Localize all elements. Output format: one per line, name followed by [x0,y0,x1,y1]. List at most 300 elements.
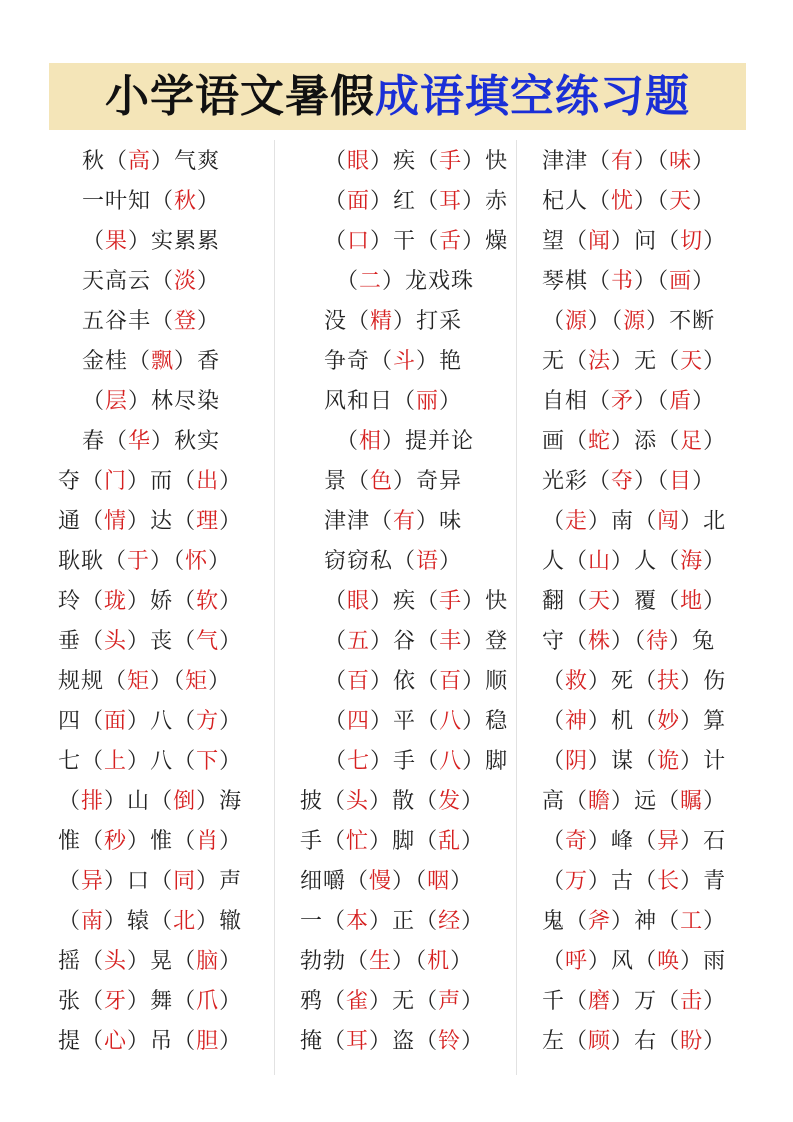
bracket: ） [461,989,485,1014]
idiom-text: 峰 [611,829,635,854]
idiom-text: 千 [542,989,566,1014]
bracket: ） [450,869,474,894]
bracket: ） [127,1029,151,1054]
idiom-text: 垂 [58,629,82,654]
answer-char: 口 [347,229,371,254]
bracket: （ [657,229,681,254]
bracket: ） [219,949,243,974]
bracket: ） [219,629,243,654]
answer-char: 声 [438,989,462,1014]
answer-char: 肖 [196,829,220,854]
answer-char: 经 [438,909,462,934]
answer-char: 飘 [151,349,175,374]
bracket: ） [646,309,670,334]
bracket: （ [415,789,439,814]
idiom-text: 夺 [58,469,82,494]
idiom-text: 依 [393,669,417,694]
bracket: ） [104,869,128,894]
bracket: （ [565,989,589,1014]
answer-char: 慢 [369,869,393,894]
idiom-row [58,742,242,782]
idiom-row [542,902,726,942]
idiom-text: 八 [150,709,174,734]
idiom-row [542,982,726,1022]
idiom-text: 机 [611,709,635,734]
bracket: （ [173,589,197,614]
idiom-row [58,542,242,582]
answer-char: 目 [669,469,693,494]
idiom-text: 右 [634,1029,658,1054]
bracket: （ [416,189,440,214]
bracket: （ [323,909,347,934]
idiom-row [542,742,726,782]
answer-char: 淡 [174,269,198,294]
bracket: （ [336,429,360,454]
idiom-text: 伤 [703,669,727,694]
idiom-text: 南 [611,509,635,534]
idiom-text: 琴棋 [542,269,589,294]
bracket: （ [634,749,658,774]
answer-char: 北 [173,909,197,934]
idiom-text: 龙戏珠 [405,269,475,294]
bracket: （ [173,1029,197,1054]
bracket: （ [634,669,658,694]
bracket: ） [196,789,220,814]
bracket: （ [657,429,681,454]
bracket: ） [703,909,727,934]
idiom-row [542,1022,726,1062]
idiom-row [542,342,726,382]
idiom-text: 秋 [82,149,106,174]
answer-char: 异 [657,829,681,854]
answer-char: 上 [104,749,128,774]
idiom-text: 不断 [669,309,716,334]
answer-char: 南 [81,909,105,934]
bracket: ） [703,789,727,814]
idiom-row [58,662,242,702]
answer-char: 闻 [588,229,612,254]
bracket: ） [588,749,612,774]
answer-char: 眼 [347,149,371,174]
idiom-row [300,342,508,382]
answer-char: 门 [104,469,128,494]
idiom-row [300,142,508,182]
bracket: ） [588,309,612,334]
bracket: （ [173,989,197,1014]
idiom-row [300,822,508,862]
bracket: ） [692,189,716,214]
idiom-text: 红 [393,189,417,214]
bracket: （ [565,229,589,254]
idiom-row [300,702,508,742]
idiom-row [542,142,726,182]
idiom-row [542,542,726,582]
idiom-text: 脚 [392,829,416,854]
idiom-text: 玲 [58,589,82,614]
bracket: ） [634,269,658,294]
bracket: ） [197,189,221,214]
bracket: （ [657,909,681,934]
idiom-row [300,782,508,822]
bracket: ） [150,549,174,574]
answer-char: 八 [439,749,463,774]
bracket: （ [657,589,681,614]
idiom-text: 惟 [58,829,82,854]
bracket: ） [128,229,152,254]
idiom-text: 披 [300,789,324,814]
answer-char: 舌 [439,229,463,254]
bracket: ） [611,549,635,574]
bracket: （ [634,869,658,894]
bracket: （ [173,469,197,494]
bracket: ） [588,509,612,534]
bracket: （ [104,549,128,574]
idiom-text: 通 [58,509,82,534]
bracket: ） [370,149,394,174]
answer-char: 蛇 [588,429,612,454]
bracket: （ [370,349,394,374]
idiom-row [300,622,508,662]
idiom-text: 丧 [150,629,174,654]
answer-char: 胆 [196,1029,220,1054]
bracket: ） [369,989,393,1014]
bracket: ） [680,949,704,974]
bracket: （ [542,829,566,854]
bracket: ） [703,429,727,454]
answer-char: 手 [439,589,463,614]
answer-char: 排 [81,789,105,814]
idiom-text: 平 [393,709,417,734]
idiom-row [542,582,726,622]
answer-char: 海 [680,549,704,574]
bracket: （ [542,669,566,694]
idiom-text: 风和日 [324,389,394,414]
bracket: （ [588,149,612,174]
idiom-text: 人 [542,549,566,574]
idiom-text: 疾 [393,149,417,174]
idiom-text: 稳 [485,709,509,734]
bracket: ） [680,709,704,734]
idiom-text: 金桂 [82,349,129,374]
bracket: （ [324,189,348,214]
idiom-row [300,942,508,982]
bracket: （ [634,509,658,534]
idiom-row [300,902,508,942]
idiom-text: 干 [393,229,417,254]
idiom-text: 手 [300,829,324,854]
bracket: （ [657,349,681,374]
idiom-text: 规规 [58,669,105,694]
answer-char: 雀 [346,989,370,1014]
idiom-row [58,902,242,942]
bracket: （ [634,709,658,734]
idiom-row [58,502,242,542]
bracket: （ [416,669,440,694]
idiom-text: 张 [58,989,82,1014]
bracket: ） [680,509,704,534]
idiom-text: 石 [703,829,727,854]
idiom-text: 舞 [150,989,174,1014]
bracket: ） [680,829,704,854]
idiom-row [542,302,726,342]
idiom-text: 辕 [127,909,151,934]
idiom-text: 口 [127,869,151,894]
answer-char: 相 [359,429,383,454]
idiom-row [542,262,726,302]
answer-char: 忧 [611,189,635,214]
idiom-row [58,462,242,502]
idiom-column-2 [300,142,508,1062]
column-divider-1 [274,140,275,1075]
bracket: （ [151,309,175,334]
idiom-text: 香 [197,349,221,374]
bracket: （ [150,869,174,894]
bracket: （ [542,309,566,334]
answer-char: 地 [680,589,704,614]
idiom-text: 提 [58,1029,82,1054]
bracket: （ [81,469,105,494]
idiom-row [300,462,508,502]
idiom-text: 艳 [439,349,463,374]
idiom-row [58,582,242,622]
answer-char: 头 [346,789,370,814]
idiom-text: 春 [82,429,106,454]
idiom-row [58,382,242,422]
bracket: （ [336,269,360,294]
idiom-text: 兔 [692,629,716,654]
bracket: （ [416,229,440,254]
idiom-text: 景 [324,469,348,494]
bracket: （ [393,389,417,414]
idiom-text: 摇 [58,949,82,974]
idiom-row [300,742,508,782]
idiom-text: 燥 [485,229,509,254]
idiom-text: 海 [219,789,243,814]
bracket: （ [81,589,105,614]
answer-char: 语 [416,549,440,574]
bracket: （ [347,469,371,494]
bracket: （ [657,269,670,294]
idiom-text: 人 [634,549,658,574]
answer-char: 面 [104,709,128,734]
bracket: （ [324,629,348,654]
bracket: ） [588,709,612,734]
bracket: ） [219,829,243,854]
bracket: ） [127,749,151,774]
answer-char: 妙 [657,709,681,734]
idiom-text: 覆 [634,589,658,614]
answer-char: 击 [680,989,704,1014]
answer-char: 高 [128,149,152,174]
idiom-text: 晃 [150,949,174,974]
bracket: （ [347,309,371,334]
answer-char: 矩 [185,669,209,694]
bracket: （ [81,509,105,534]
bracket: （ [415,989,439,1014]
idiom-text: 无 [634,349,658,374]
answer-char: 铃 [438,1029,462,1054]
bracket: （ [634,829,658,854]
bracket: （ [81,989,105,1014]
bracket: ） [219,589,243,614]
idiom-text: 赤 [485,189,509,214]
bracket: （ [151,189,175,214]
idiom-row [58,982,242,1022]
answer-char: 顾 [588,1029,612,1054]
bracket: ） [127,989,151,1014]
bracket: ） [150,669,174,694]
answer-char: 盼 [680,1029,704,1054]
answer-char: 山 [588,549,612,574]
answer-char: 二 [359,269,383,294]
answer-char: 乱 [438,829,462,854]
bracket: （ [416,149,440,174]
bracket: （ [565,789,589,814]
idiom-text: 雨 [703,949,727,974]
bracket: （ [416,709,440,734]
answer-char: 丽 [416,389,440,414]
idiom-text: 鬼 [542,909,566,934]
bracket: （ [173,949,197,974]
answer-char: 咽 [427,869,451,894]
bracket: ） [461,1029,485,1054]
idiom-row [300,422,508,462]
bracket: ） [382,429,406,454]
idiom-text: 顺 [485,669,509,694]
idiom-text: 杞人 [542,189,589,214]
idiom-row [300,862,508,902]
bracket: （ [657,549,681,574]
answer-char: 于 [127,549,151,574]
bracket: ） [692,269,716,294]
idiom-text: 翻 [542,589,566,614]
bracket: （ [588,389,612,414]
idiom-text: 无 [542,349,566,374]
answer-char: 救 [565,669,589,694]
bracket: （ [634,949,658,974]
answer-char: 怀 [185,549,209,574]
idiom-text: 八 [150,749,174,774]
idiom-text: 快 [485,149,509,174]
idiom-column-1 [58,142,242,1062]
bracket: （ [370,509,394,534]
bracket: （ [173,629,197,654]
answer-char: 耳 [346,1029,370,1054]
bracket: ） [127,509,151,534]
answer-char: 牙 [104,989,128,1014]
bracket: （ [82,389,106,414]
answer-char: 磨 [588,989,612,1014]
bracket: ） [634,189,658,214]
answer-char: 待 [646,629,670,654]
answer-char: 有 [393,509,417,534]
bracket: ） [369,829,393,854]
bracket: （ [324,229,348,254]
bracket: ） [369,909,393,934]
bracket: ） [611,429,635,454]
idiom-row [542,662,726,702]
answer-char: 丰 [439,629,463,654]
idiom-text: 津津 [542,149,589,174]
idiom-text: 谋 [611,749,635,774]
answer-char: 方 [196,709,220,734]
bracket: （ [104,669,128,694]
idiom-text: 耿耿 [58,549,105,574]
idiom-row [58,622,242,662]
bracket: ） [151,429,175,454]
bracket: （ [588,469,612,494]
bracket: （ [657,469,670,494]
title-part-black: 小学语文暑假 [105,71,375,122]
bracket: ） [392,949,416,974]
bracket: （ [415,909,439,934]
idiom-text: 鸦 [300,989,324,1014]
idiom-text: 娇 [150,589,174,614]
bracket: ） [588,869,612,894]
bracket: ） [219,469,243,494]
answer-char: 天 [669,189,693,214]
idiom-row [300,182,508,222]
bracket: （ [565,1029,589,1054]
bracket: ） [208,549,232,574]
answer-char: 源 [623,309,647,334]
bracket: ） [588,669,612,694]
bracket: （ [150,909,174,934]
bracket: （ [81,1029,105,1054]
idiom-text: 谷 [393,629,417,654]
bracket: ） [462,749,486,774]
bracket: ） [127,709,151,734]
bracket: ） [634,149,658,174]
answer-char: 法 [588,349,612,374]
bracket: （ [657,149,670,174]
answer-char: 夺 [611,469,635,494]
bracket: ） [680,669,704,694]
bracket: ） [196,909,220,934]
idiom-text: 死 [611,669,635,694]
bracket: （ [323,789,347,814]
idiom-text: 实累累 [151,229,221,254]
bracket: ） [127,629,151,654]
idiom-text: 画 [542,429,566,454]
bracket: ） [219,1029,243,1054]
idiom-row [300,1022,508,1062]
bracket: （ [565,629,589,654]
answer-char: 百 [347,669,371,694]
bracket: ） [703,229,727,254]
idiom-text: 远 [634,789,658,814]
bracket: （ [393,549,417,574]
bracket: ） [462,709,486,734]
bracket: ） [439,549,463,574]
answer-char: 长 [657,869,681,894]
answer-char: 诡 [657,749,681,774]
idiom-text: 辙 [219,909,243,934]
bracket: （ [323,829,347,854]
bracket: ） [416,349,440,374]
bracket: ） [370,749,394,774]
idiom-text: 奇异 [416,469,463,494]
idiom-row [300,302,508,342]
idiom-text: 散 [392,789,416,814]
answer-char: 发 [438,789,462,814]
idiom-text: 提并论 [405,429,475,454]
answer-char: 色 [370,469,394,494]
answer-char: 源 [565,309,589,334]
bracket: ） [669,629,693,654]
answer-char: 眼 [347,589,371,614]
idiom-row [542,782,726,822]
